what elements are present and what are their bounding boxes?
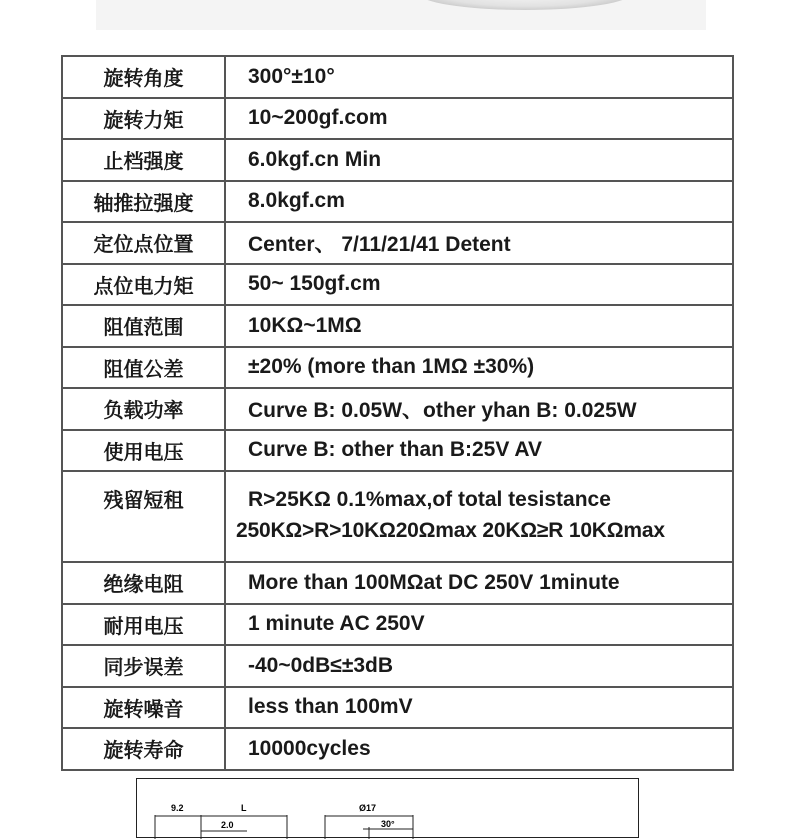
spec-label: 阻值公差 xyxy=(62,347,225,389)
dimension-drawing-svg xyxy=(137,779,640,839)
table-row xyxy=(62,471,733,562)
spec-label: 负载功率 xyxy=(62,388,225,430)
spec-label: 绝缘电阻 xyxy=(62,562,225,604)
spec-label: 阻值范围 xyxy=(62,305,225,347)
table-row xyxy=(62,98,733,140)
spec-label: 轴推拉强度 xyxy=(62,181,225,223)
spec-value: less than 100mV xyxy=(225,687,733,729)
table-row xyxy=(62,181,733,223)
spec-value: 10~200gf.com xyxy=(225,98,733,140)
spec-label: 旋转力矩 xyxy=(62,98,225,140)
spec-value: 6.0kgf.cn Min xyxy=(225,139,733,181)
table-row xyxy=(62,56,733,98)
spec-label: 使用电压 xyxy=(62,430,225,472)
table-row xyxy=(62,562,733,604)
product-photo-top xyxy=(96,0,706,30)
table-row xyxy=(62,687,733,729)
spec-value: 50~ 150gf.cm xyxy=(225,264,733,306)
spec-value-multiline xyxy=(225,471,733,562)
spec-value: Curve B: 0.05W、other yhan B: 0.025W xyxy=(225,388,733,430)
spec-label: 旋转角度 xyxy=(62,56,225,98)
dim-label: L xyxy=(241,803,247,813)
table-row xyxy=(62,728,733,770)
table-row xyxy=(62,388,733,430)
table-row xyxy=(62,430,733,472)
spec-value: 10KΩ~1MΩ xyxy=(225,305,733,347)
table-row xyxy=(62,139,733,181)
spec-value: Curve B: other than B:25V AV xyxy=(225,430,733,472)
spec-value-line: 250KΩ>R>10KΩ20Ωmax 20KΩ≥R 10KΩmax xyxy=(236,519,665,542)
spec-value: 8.0kgf.cm xyxy=(225,181,733,223)
dim-label: 9.2 xyxy=(171,803,184,813)
spec-value: -40~0dB≤±3dB xyxy=(225,645,733,687)
table-row xyxy=(62,604,733,646)
spec-label: 旋转寿命 xyxy=(62,728,225,770)
table-row xyxy=(62,645,733,687)
dimension-drawing xyxy=(136,778,639,838)
spec-label: 残留短租 xyxy=(62,471,225,562)
dim-label: Ø17 xyxy=(359,803,377,813)
table-row xyxy=(62,305,733,347)
table-row xyxy=(62,347,733,389)
spec-value: 10000cycles xyxy=(225,728,733,770)
dim-label: 2.0 xyxy=(221,820,234,830)
spec-value: More than 100MΩat DC 250V 1minute xyxy=(225,562,733,604)
spec-value: Center、 7/11/21/41 Detent xyxy=(225,222,733,264)
spec-value: 300°±10° xyxy=(225,56,733,98)
spec-value: 1 minute AC 250V xyxy=(225,604,733,646)
spec-label: 止档强度 xyxy=(62,139,225,181)
spec-label: 耐用电压 xyxy=(62,604,225,646)
spec-label: 点位电力矩 xyxy=(62,264,225,306)
spec-table xyxy=(61,55,734,771)
spec-label: 定位点位置 xyxy=(62,222,225,264)
spec-value: ±20% (more than 1MΩ ±30%) xyxy=(225,347,733,389)
table-row xyxy=(62,222,733,264)
spec-value-line: R>25KΩ 0.1%max,of total tesistance xyxy=(248,488,611,511)
knob-image xyxy=(418,0,632,10)
table-row xyxy=(62,264,733,306)
spec-label: 同步误差 xyxy=(62,645,225,687)
spec-label: 旋转噪音 xyxy=(62,687,225,729)
dim-label: 30° xyxy=(381,819,395,829)
